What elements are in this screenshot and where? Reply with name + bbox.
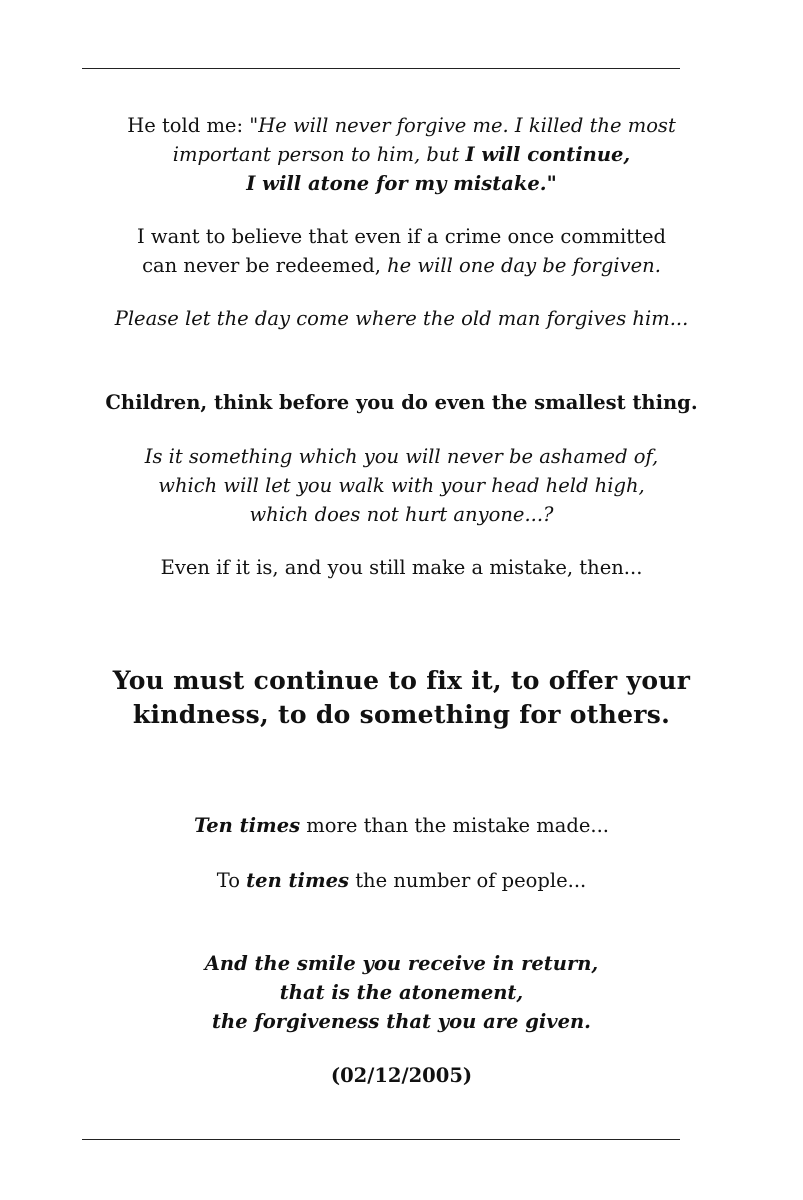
belief-paragraph (0, 222, 803, 280)
date-text: (02/12/2005) (330, 1064, 473, 1087)
date-stamp (0, 1061, 803, 1090)
people-lead: To (216, 869, 247, 892)
headline-line-1: You must continue to fix it, to offer your (112, 666, 691, 695)
belief-text: can never be redeemed, (142, 254, 388, 277)
quote-line-2 (0, 140, 803, 169)
atonement-line-3: the forgiveness that you are given. (212, 1010, 591, 1033)
belief-line-1: I want to believe that even if a crime once committed (136, 225, 666, 248)
ten-times-line (0, 811, 803, 840)
quote-emphasis: I will continue, (465, 143, 631, 166)
people-line (0, 866, 803, 895)
atonement-line-1: And the smile you receive in return, (204, 952, 599, 975)
mistake-line: Even if it is, and you still make a mistake, then... (160, 556, 643, 579)
top-divider (82, 68, 680, 69)
wish-line: Please let the day come where the old man forgives him... (114, 307, 689, 330)
mistake-paragraph (0, 553, 803, 582)
quote-paragraph (0, 111, 803, 198)
headline-line-2: kindness, to do something for others. (132, 700, 671, 729)
quote-text: important person to him, but (172, 143, 466, 166)
question-line-2: which will let you walk with your head held high, (158, 474, 645, 497)
belief-line-2 (0, 251, 803, 280)
ten-times-paragraph (0, 811, 803, 840)
belief-emphasis: he will one day be forgiven. (387, 254, 661, 277)
quote-line-3: I will atone for my mistake." (246, 172, 557, 195)
bottom-divider (82, 1139, 680, 1140)
question-line-1: Is it something which you will never be ashamed of, (144, 445, 659, 468)
quote-text: "He will never forgive me. I killed the most (249, 114, 676, 137)
people-paragraph (0, 866, 803, 895)
atonement-paragraph (0, 949, 803, 1036)
advice-line: Children, think before you do even the smallest thing. (105, 391, 698, 414)
ten-times-emphasis: Ten times (194, 814, 301, 837)
quote-line-1 (0, 111, 803, 140)
atonement-line-2: that is the atonement, (279, 981, 524, 1004)
people-emphasis: ten times (246, 869, 349, 892)
intro-text: He told me: (127, 114, 250, 137)
wish-paragraph (0, 304, 803, 333)
headline (0, 664, 803, 732)
people-text: the number of people... (349, 869, 587, 892)
advice-paragraph (0, 388, 803, 417)
question-line-3: which does not hurt anyone...? (249, 503, 554, 526)
question-paragraph (0, 442, 803, 529)
ten-times-text: more than the mistake made... (300, 814, 609, 837)
